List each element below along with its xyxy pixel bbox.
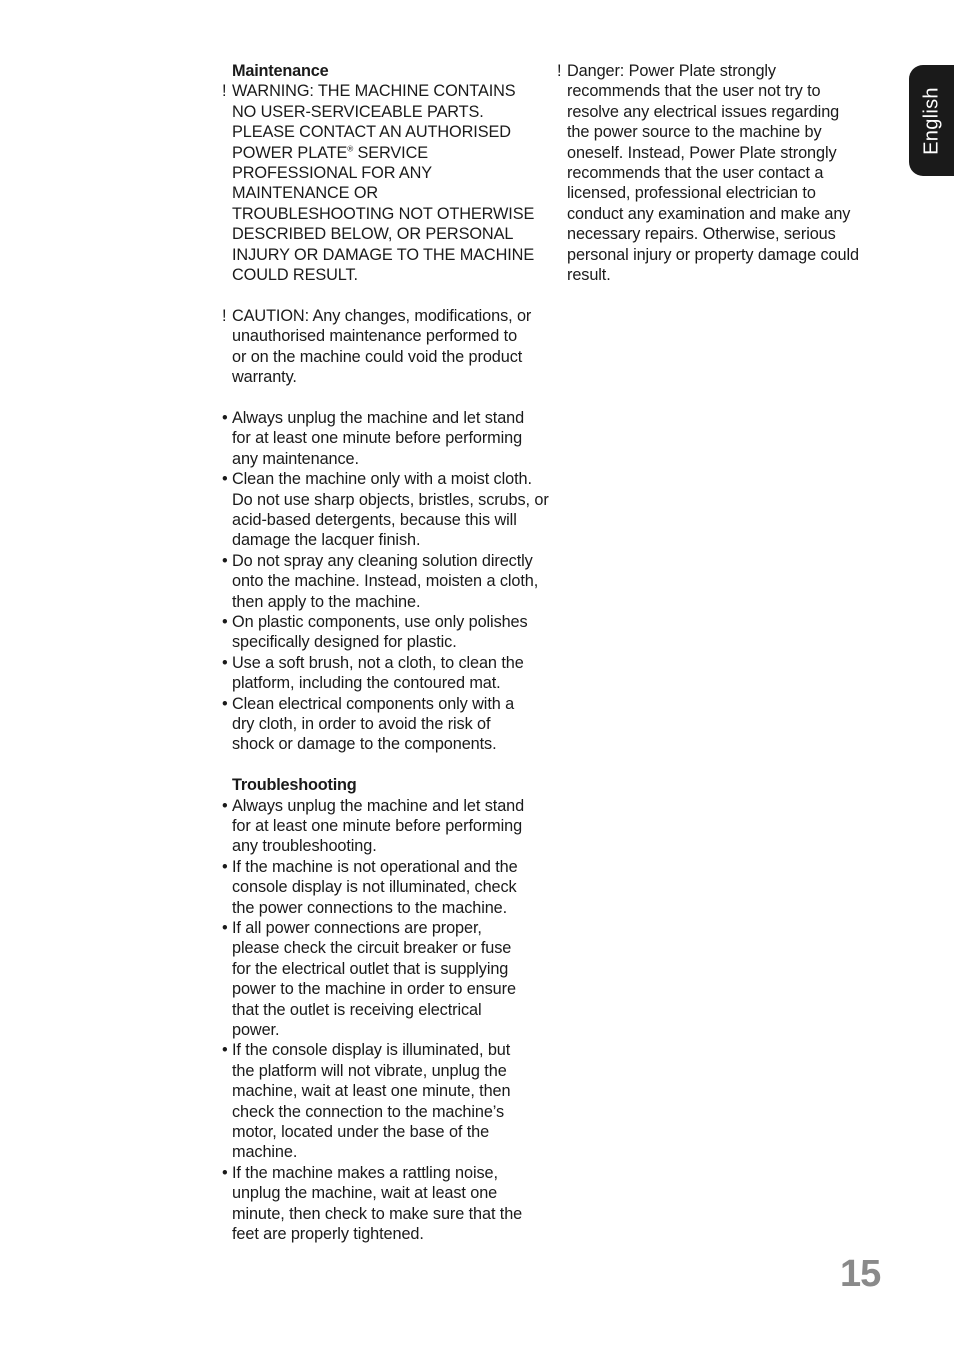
right-column bbox=[555, 61, 865, 285]
list-item bbox=[220, 408, 537, 469]
bullet-mark: • bbox=[222, 408, 228, 427]
list-item bbox=[220, 653, 547, 694]
list-item-text: On plastic components, use only polishes specifically designed for plastic. bbox=[232, 612, 528, 652]
page-number: 15 bbox=[840, 1253, 881, 1295]
bullet-mark: • bbox=[222, 1041, 228, 1060]
bullet-mark: • bbox=[222, 551, 228, 570]
list-item-text: Clean the machine only with a moist cloth. Do not use sharp objects, bristles, scrubs, or acid-based detergents, because this will damage the lacquer finish. bbox=[232, 470, 549, 550]
spacer bbox=[220, 387, 550, 407]
maintenance-heading: Maintenance bbox=[232, 62, 329, 80]
bullet-mark: • bbox=[222, 857, 228, 876]
danger-notice bbox=[555, 61, 865, 285]
list-item-text: Use a soft brush, not a cloth, to clean the platform, including the contoured mat. bbox=[232, 653, 524, 693]
spacer bbox=[220, 755, 550, 775]
list-item bbox=[220, 857, 537, 918]
maintenance-warning bbox=[220, 81, 542, 285]
bullet-mark: • bbox=[222, 919, 228, 938]
list-item bbox=[220, 1040, 524, 1162]
caution-text: CAUTION: Any changes, modifications, or unauthorised maintenance performed to or on the machine could void the product warranty. bbox=[232, 306, 532, 387]
list-item-text: If all power connections are proper, please check the circuit breaker or fuse for the electrical outlet that is supplying power to the machine in order to ensure that the outlet is receiving electrical power. bbox=[232, 919, 516, 1040]
warning-text: WARNING: THE MACHINE CONTAINS NO USER-SERVICEABLE PARTS. PLEASE CONTACT AN AUTHORISED POWER PLATE bbox=[232, 82, 516, 162]
danger-mark: ! bbox=[557, 62, 562, 80]
list-item bbox=[220, 796, 537, 857]
warning-mark: ! bbox=[222, 82, 227, 101]
list-item bbox=[220, 551, 550, 612]
warning-text-continued: SERVICE PROFESSIONAL FOR ANY MAINTENANCE OR TROUBLESHOOTING NOT OTHERWISE DESCRIBED BELOW, OR PERSONAL INJURY OR DAMAGE TO THE MACHINE COULD RESULT. bbox=[232, 143, 535, 285]
bullet-mark: • bbox=[222, 1163, 228, 1182]
bullet-mark: • bbox=[222, 796, 228, 815]
bullet-mark: • bbox=[222, 694, 228, 713]
maintenance-caution bbox=[220, 306, 532, 388]
danger-text: Danger: Power Plate strongly recommends that the user not try to resolve any electrical issues regarding the power source to the machine by oneself. Instead, Power Plate strongly recommends that the user contact a licensed, professional electrician to conduct any examination and make any necessary repairs. Otherwise, serious personal injury or property damage could result. bbox=[567, 62, 859, 285]
language-tab bbox=[909, 65, 954, 176]
list-item-text: Do not spray any cleaning solution directly onto the machine. Instead, moisten a cloth, then apply to the machine. bbox=[232, 551, 539, 611]
list-item-text: Always unplug the machine and let stand for at least one minute before performing any troubleshooting. bbox=[232, 796, 525, 856]
bullet-mark: • bbox=[222, 653, 228, 672]
list-item-text: If the console display is illuminated, but the platform will not vibrate, unplug the machine, wait at least one minute, then check the connection to the machine’s motor, located under the base of the machine. bbox=[232, 1041, 511, 1162]
left-column bbox=[220, 61, 550, 1245]
language-tab-label: English bbox=[920, 86, 942, 155]
list-item bbox=[220, 612, 550, 653]
list-item-text: Clean electrical components only with a dry cloth, in order to avoid the risk of shock or damage to the components. bbox=[232, 694, 515, 754]
bullet-mark: • bbox=[222, 470, 228, 489]
spacer bbox=[220, 285, 550, 305]
list-item-text: If the machine is not operational and the console display is not illuminated, check the power connections to the machine. bbox=[232, 857, 518, 917]
bullet-mark: • bbox=[222, 612, 228, 631]
maintenance-list bbox=[220, 408, 550, 755]
registered-mark: ® bbox=[347, 144, 354, 154]
list-item bbox=[220, 1163, 537, 1245]
troubleshooting-heading: Troubleshooting bbox=[232, 776, 357, 795]
caution-mark: ! bbox=[222, 306, 227, 325]
troubleshooting-list bbox=[220, 796, 550, 1245]
list-item-text: Always unplug the machine and let stand for at least one minute before performing any maintenance. bbox=[232, 408, 525, 468]
list-item bbox=[220, 918, 532, 1040]
list-item-text: If the machine makes a rattling noise, unplug the machine, wait at least one minute, then check to make sure that the feet are properly tightened. bbox=[232, 1163, 523, 1244]
list-item bbox=[220, 469, 550, 551]
list-item bbox=[220, 694, 532, 755]
